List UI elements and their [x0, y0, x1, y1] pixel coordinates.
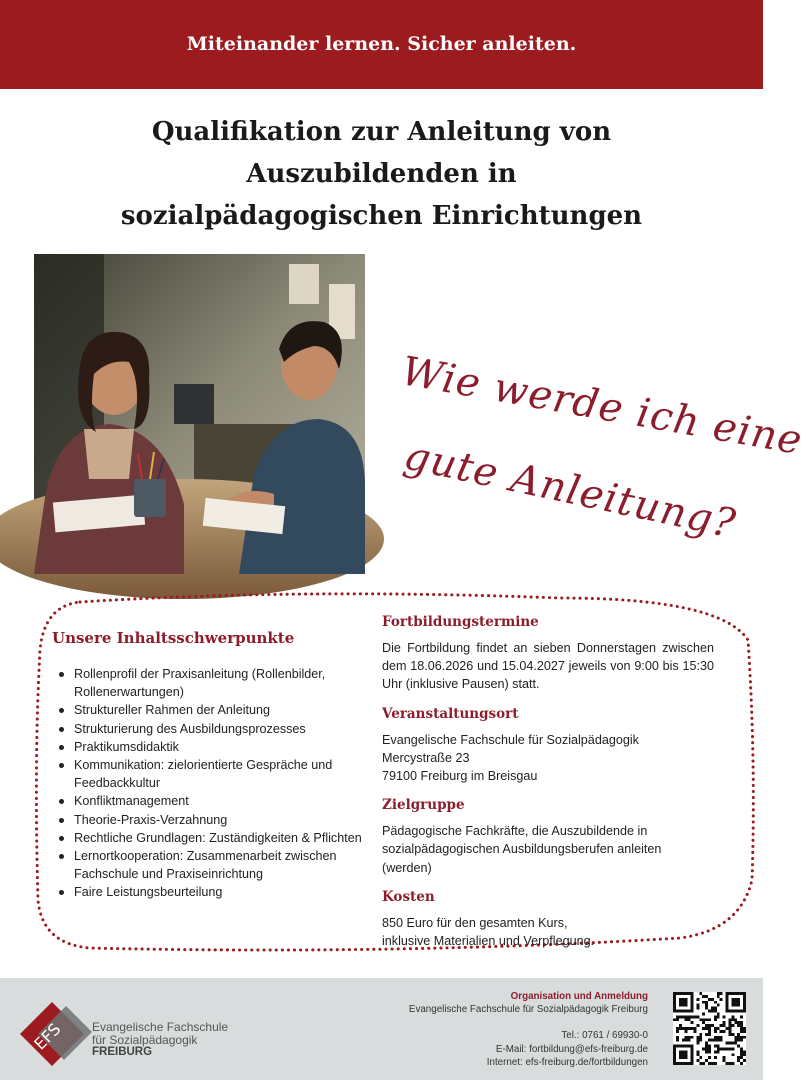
tagline-line-2: gute Anleitung?: [400, 432, 740, 548]
tagline-line-1: Wie werde ich eine: [398, 348, 806, 465]
logo-line-1: Evangelische Fachschule: [92, 1020, 229, 1034]
list-item: Konfliktmanagement: [52, 792, 372, 810]
list-item: Theorie-Praxis-Verzahnung: [52, 811, 372, 829]
logo-text: [92, 1021, 228, 1059]
dates-heading: Fortbildungstermine: [382, 614, 539, 630]
costs-line-1: 850 Euro für den gesamten Kurs,: [382, 915, 568, 930]
org-name: Evangelische Fachschule für Sozialpädagogik Freiburg: [408, 1004, 648, 1016]
banner-slogan: Miteinander lernen. Sicher anleiten.: [186, 32, 577, 55]
org-website[interactable]: Internet: efs-freiburg.de/fortbildungen: [486, 1056, 648, 1068]
organisation-block: [409, 990, 648, 1069]
venue-line-2: Mercystraße 23: [382, 750, 470, 765]
info-section: [382, 614, 714, 962]
title-line-3: sozialpädagogischen Einrichtungen: [120, 201, 643, 231]
venue-heading: Veranstaltungsort: [382, 705, 519, 722]
audience-text: Pädagogische Fachkräfte, die Auszubildende in sozialpädagogischen Ausbildungsberufen anleiten (werden): [382, 824, 662, 875]
dates-text: Die Fortbildung findet an sieben Donnerstagen zwischen dem 18.06.2026 und 15.04.2027 jeweils von 9:00 bis 15:30 Uhr (inklusive Pausen) statt.: [382, 641, 714, 692]
content-section: [52, 629, 372, 902]
org-email[interactable]: E-Mail: fortbildung@efs-freiburg.de: [495, 1043, 648, 1055]
list-item: Praktikumsdidaktik: [52, 738, 372, 756]
org-heading: Organisation und Anmeldung: [510, 991, 648, 1002]
logo-line-3: FREIBURG: [92, 1046, 153, 1058]
title-line-2: Auszubildenden in: [246, 159, 517, 189]
costs-text: [382, 914, 714, 950]
costs-line-2: inklusive Materialien und Verpflegung.: [382, 934, 595, 949]
header-banner: [0, 0, 763, 89]
list-item: Rechtliche Grundlagen: Zuständigkeiten & Pflichten: [52, 829, 372, 847]
venue-line-3: 79100 Freiburg im Breisgau: [382, 769, 538, 784]
page-title: [40, 111, 723, 237]
list-item: Lernortkooperation: Zusammenarbeit zwischen Fachschule und Praxiseinrichtung: [52, 847, 372, 883]
efs-logo-icon: [18, 1000, 93, 1066]
list-item: Faire Leistungsbeurteilung: [52, 883, 372, 901]
content-list: [52, 665, 372, 902]
org-phone: Tel.: 0761 / 69930-0: [561, 1030, 648, 1042]
qr-code-icon[interactable]: [673, 992, 746, 1065]
list-item: Rollenprofil der Praxisanleitung (Rollenbilder, Rollenerwartungen): [52, 665, 372, 701]
hero-photo: [34, 254, 365, 574]
logo-line-2: für Sozialpädagogik: [92, 1032, 198, 1047]
list-item: Strukturierung des Ausbildungsprozesses: [52, 720, 372, 738]
title-line-1: Qualifikation zur Anleitung von: [151, 117, 612, 147]
svg-text:EFS: EFS: [30, 1019, 65, 1054]
list-item: Kommunikation: zielorientierte Gespräche und Feedbackkultur: [52, 756, 372, 792]
list-item: Struktureller Rahmen der Anleitung: [52, 701, 372, 719]
content-heading: Unsere Inhaltsschwerpunkte: [52, 629, 295, 647]
venue-address: [382, 731, 714, 786]
venue-line-1: Evangelische Fachschule für Sozialpädagogik: [382, 732, 639, 747]
audience-heading: Zielgruppe: [382, 797, 465, 814]
footer: [0, 978, 763, 1080]
costs-heading: Kosten: [382, 888, 435, 905]
